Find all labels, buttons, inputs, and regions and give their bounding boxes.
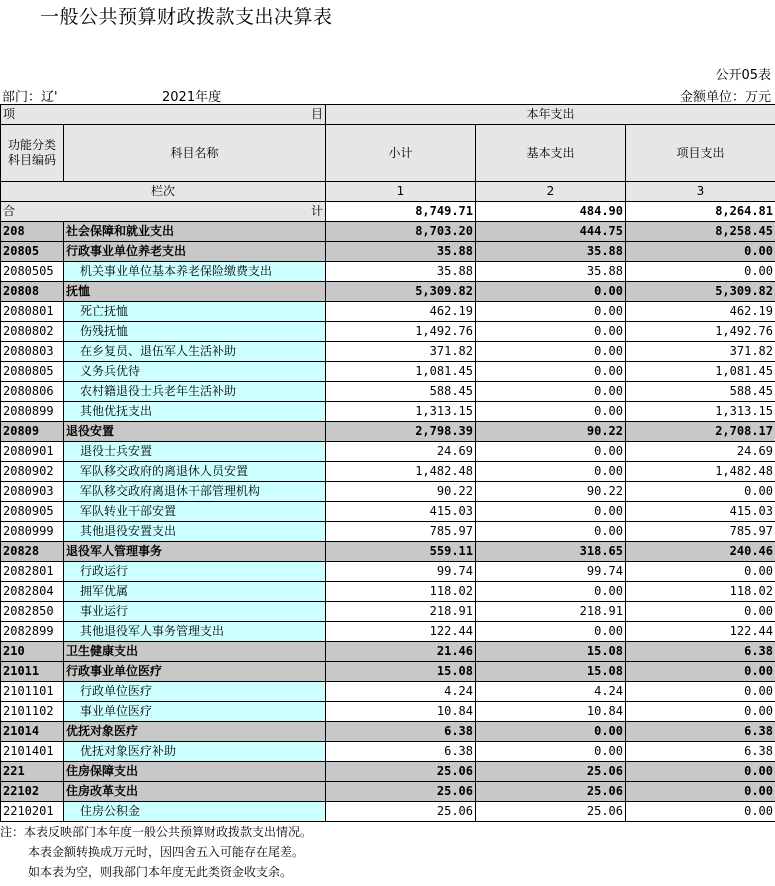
row-project: 0.00 [626, 682, 775, 702]
row-project: 1,313.15 [626, 402, 775, 422]
item-header-cell [1, 105, 326, 125]
notes [0, 822, 312, 882]
row-basic: 10.84 [476, 702, 626, 722]
column-label: 栏次 [1, 182, 326, 202]
table-row [1, 642, 775, 662]
table-row [1, 362, 775, 382]
department-label: 部门：辽' [2, 90, 58, 105]
row-code: 2080903 [1, 482, 64, 502]
row-subtotal: 588.45 [326, 382, 476, 402]
row-subtotal: 4.24 [326, 682, 476, 702]
row-basic: 99.74 [476, 562, 626, 582]
item-header-right: 目 [310, 107, 323, 121]
row-project: 24.69 [626, 442, 775, 462]
row-code: 221 [1, 762, 64, 782]
row-name: 住房改革支出 [64, 782, 326, 802]
row-name: 在乡复员、退伍军人生活补助 [64, 342, 326, 362]
row-name: 退役军人管理事务 [64, 542, 326, 562]
row-project: 0.00 [626, 602, 775, 622]
row-subtotal: 1,492.76 [326, 322, 476, 342]
row-name: 行政事业单位养老支出 [64, 242, 326, 262]
row-basic: 0.00 [476, 302, 626, 322]
row-basic: 15.08 [476, 662, 626, 682]
row-subtotal: 6.38 [326, 722, 476, 742]
row-code: 2080901 [1, 442, 64, 462]
row-project: 0.00 [626, 782, 775, 802]
row-code: 2080805 [1, 362, 64, 382]
row-name: 抚恤 [64, 282, 326, 302]
row-code: 20809 [1, 422, 64, 442]
row-project: 0.00 [626, 702, 775, 722]
row-basic: 0.00 [476, 362, 626, 382]
row-project: 0.00 [626, 482, 775, 502]
row-name: 其他退役安置支出 [64, 522, 326, 542]
table-row [1, 782, 775, 802]
row-name: 行政单位医疗 [64, 682, 326, 702]
row-name: 军队移交政府离退休干部管理机构 [64, 482, 326, 502]
row-code: 2080801 [1, 302, 64, 322]
row-basic: 35.88 [476, 242, 626, 262]
row-name: 其他优抚支出 [64, 402, 326, 422]
row-name: 卫生健康支出 [64, 642, 326, 662]
row-code: 2082804 [1, 582, 64, 602]
row-code: 210 [1, 642, 64, 662]
row-project: 5,309.82 [626, 282, 775, 302]
page-title: 一般公共预算财政拨款支出决算表 [40, 6, 333, 28]
row-code: 2080803 [1, 342, 64, 362]
row-basic: 0.00 [476, 402, 626, 422]
row-subtotal: 21.46 [326, 642, 476, 662]
total-label-right: 计 [310, 204, 323, 218]
table-row [1, 482, 775, 502]
row-project: 0.00 [626, 762, 775, 782]
row-name: 退役士兵安置 [64, 442, 326, 462]
column-index-row [1, 182, 775, 202]
row-project: 0.00 [626, 262, 775, 282]
row-subtotal: 5,309.82 [326, 282, 476, 302]
table-row [1, 262, 775, 282]
row-subtotal: 785.97 [326, 522, 476, 542]
table-row [1, 442, 775, 462]
total-label-left: 合 [3, 204, 16, 218]
row-project: 122.44 [626, 622, 775, 642]
table-row [1, 282, 775, 302]
func-code-header: 功能分类科目编码 [1, 125, 64, 182]
row-name: 行政运行 [64, 562, 326, 582]
row-code: 2101401 [1, 742, 64, 762]
table-row [1, 742, 775, 762]
row-basic: 0.00 [476, 382, 626, 402]
table-row [1, 602, 775, 622]
row-name: 优抚对象医疗 [64, 722, 326, 742]
row-basic: 0.00 [476, 622, 626, 642]
row-subtotal: 10.84 [326, 702, 476, 722]
row-name: 军队移交政府的离退休人员安置 [64, 462, 326, 482]
total-subtotal: 8,749.71 [326, 202, 476, 222]
row-basic: 0.00 [476, 582, 626, 602]
row-code: 2082850 [1, 602, 64, 622]
row-project: 6.38 [626, 742, 775, 762]
row-subtotal: 1,313.15 [326, 402, 476, 422]
row-subtotal: 15.08 [326, 662, 476, 682]
row-project: 588.45 [626, 382, 775, 402]
row-code: 2080505 [1, 262, 64, 282]
row-subtotal: 25.06 [326, 782, 476, 802]
row-project: 1,081.45 [626, 362, 775, 382]
table-row [1, 582, 775, 602]
total-label-cell [1, 202, 326, 222]
row-name: 事业运行 [64, 602, 326, 622]
row-name: 农村籍退役士兵老年生活补助 [64, 382, 326, 402]
row-project: 1,492.76 [626, 322, 775, 342]
row-subtotal: 559.11 [326, 542, 476, 562]
row-basic: 25.06 [476, 762, 626, 782]
row-basic: 0.00 [476, 282, 626, 302]
table-row [1, 562, 775, 582]
row-basic: 0.00 [476, 442, 626, 462]
row-project: 2,708.17 [626, 422, 775, 442]
row-basic: 90.22 [476, 482, 626, 502]
basic-header: 基本支出 [476, 125, 626, 182]
row-name: 机关事业单位基本养老保险缴费支出 [64, 262, 326, 282]
table-row [1, 382, 775, 402]
row-name: 伤残抚恤 [64, 322, 326, 342]
row-basic: 4.24 [476, 682, 626, 702]
row-project: 8,258.45 [626, 222, 775, 242]
table-row [1, 222, 775, 242]
row-code: 2080902 [1, 462, 64, 482]
row-subtotal: 8,703.20 [326, 222, 476, 242]
row-subtotal: 99.74 [326, 562, 476, 582]
table-row [1, 662, 775, 682]
row-code: 2101102 [1, 702, 64, 722]
row-basic: 90.22 [476, 422, 626, 442]
row-basic: 0.00 [476, 722, 626, 742]
row-project: 0.00 [626, 242, 775, 262]
table-row [1, 542, 775, 562]
row-code: 20828 [1, 542, 64, 562]
row-code: 2082899 [1, 622, 64, 642]
row-name: 拥军优属 [64, 582, 326, 602]
project-header: 项目支出 [626, 125, 775, 182]
row-subtotal: 218.91 [326, 602, 476, 622]
row-subtotal: 90.22 [326, 482, 476, 502]
row-project: 0.00 [626, 802, 775, 822]
note-line: 本表金额转换成万元时，因四舍五入可能存在尾差。 [28, 845, 305, 859]
table-row [1, 462, 775, 482]
row-name: 住房公积金 [64, 802, 326, 822]
row-subtotal: 6.38 [326, 742, 476, 762]
row-subtotal: 35.88 [326, 242, 476, 262]
table-row [1, 802, 775, 822]
row-code: 20805 [1, 242, 64, 262]
row-basic: 35.88 [476, 262, 626, 282]
row-project: 462.19 [626, 302, 775, 322]
row-subtotal: 1,482.48 [326, 462, 476, 482]
row-name: 优抚对象医疗补助 [64, 742, 326, 762]
row-basic: 0.00 [476, 462, 626, 482]
row-name: 义务兵优待 [64, 362, 326, 382]
table-row [1, 722, 775, 742]
row-name: 行政事业单位医疗 [64, 662, 326, 682]
row-code: 2080899 [1, 402, 64, 422]
total-basic: 484.90 [476, 202, 626, 222]
row-code: 20808 [1, 282, 64, 302]
row-project: 118.02 [626, 582, 775, 602]
row-project: 785.97 [626, 522, 775, 542]
row-name: 社会保障和就业支出 [64, 222, 326, 242]
row-code: 21014 [1, 722, 64, 742]
row-name: 死亡抚恤 [64, 302, 326, 322]
total-row [1, 202, 775, 222]
row-basic: 318.65 [476, 542, 626, 562]
row-name: 住房保障支出 [64, 762, 326, 782]
row-basic: 0.00 [476, 502, 626, 522]
row-subtotal: 122.44 [326, 622, 476, 642]
header-row-2 [1, 125, 775, 182]
table-row [1, 422, 775, 442]
row-subtotal: 1,081.45 [326, 362, 476, 382]
row-code: 2080802 [1, 322, 64, 342]
row-code: 2210201 [1, 802, 64, 822]
row-project: 371.82 [626, 342, 775, 362]
expenditure-table [0, 104, 775, 822]
row-name: 其他退役军人事务管理支出 [64, 622, 326, 642]
table-row [1, 502, 775, 522]
row-code: 2101101 [1, 682, 64, 702]
row-basic: 0.00 [476, 322, 626, 342]
row-basic: 218.91 [476, 602, 626, 622]
col-index-2: 2 [476, 182, 626, 202]
year-label: 2021年度 [162, 90, 222, 105]
table-row [1, 622, 775, 642]
header-row-1 [1, 105, 775, 125]
row-subtotal: 371.82 [326, 342, 476, 362]
table-row [1, 402, 775, 422]
row-code: 2080806 [1, 382, 64, 402]
table-row [1, 322, 775, 342]
col-index-3: 3 [626, 182, 775, 202]
item-header-left: 项 [3, 107, 16, 121]
row-basic: 0.00 [476, 742, 626, 762]
subtotal-header: 小计 [326, 125, 476, 182]
row-project: 0.00 [626, 562, 775, 582]
row-subtotal: 118.02 [326, 582, 476, 602]
row-project: 240.46 [626, 542, 775, 562]
table-row [1, 302, 775, 322]
row-code: 2082801 [1, 562, 64, 582]
row-subtotal: 35.88 [326, 262, 476, 282]
note-line: 注：本表反映部门本年度一般公共预算财政拨款支出情况。 [0, 825, 313, 839]
total-project: 8,264.81 [626, 202, 775, 222]
row-code: 2080999 [1, 522, 64, 542]
row-basic: 0.00 [476, 342, 626, 362]
form-number: 公开05表 [715, 68, 771, 83]
row-subtotal: 2,798.39 [326, 422, 476, 442]
subject-name-header: 科目名称 [64, 125, 326, 182]
row-subtotal: 25.06 [326, 802, 476, 822]
row-code: 22102 [1, 782, 64, 802]
row-subtotal: 24.69 [326, 442, 476, 462]
row-code: 2080905 [1, 502, 64, 522]
unit-label: 金额单位：万元 [679, 90, 771, 105]
row-code: 208 [1, 222, 64, 242]
table-row [1, 342, 775, 362]
row-subtotal: 462.19 [326, 302, 476, 322]
table-row [1, 522, 775, 542]
table-row [1, 242, 775, 262]
row-project: 6.38 [626, 642, 775, 662]
table-row [1, 682, 775, 702]
row-subtotal: 25.06 [326, 762, 476, 782]
row-basic: 0.00 [476, 522, 626, 542]
table-row [1, 702, 775, 722]
row-code: 21011 [1, 662, 64, 682]
row-basic: 15.08 [476, 642, 626, 662]
note-line: 如本表为空，则我部门本年度无此类资金收支余。 [28, 865, 293, 879]
row-basic: 444.75 [476, 222, 626, 242]
row-subtotal: 415.03 [326, 502, 476, 522]
current-expenditure-header: 本年支出 [326, 105, 775, 125]
row-project: 0.00 [626, 662, 775, 682]
row-name: 退役安置 [64, 422, 326, 442]
col-index-1: 1 [326, 182, 476, 202]
row-name: 事业单位医疗 [64, 702, 326, 722]
row-project: 415.03 [626, 502, 775, 522]
row-basic: 25.06 [476, 802, 626, 822]
table-row [1, 762, 775, 782]
row-project: 1,482.48 [626, 462, 775, 482]
row-basic: 25.06 [476, 782, 626, 802]
row-name: 军队转业干部安置 [64, 502, 326, 522]
row-project: 6.38 [626, 722, 775, 742]
